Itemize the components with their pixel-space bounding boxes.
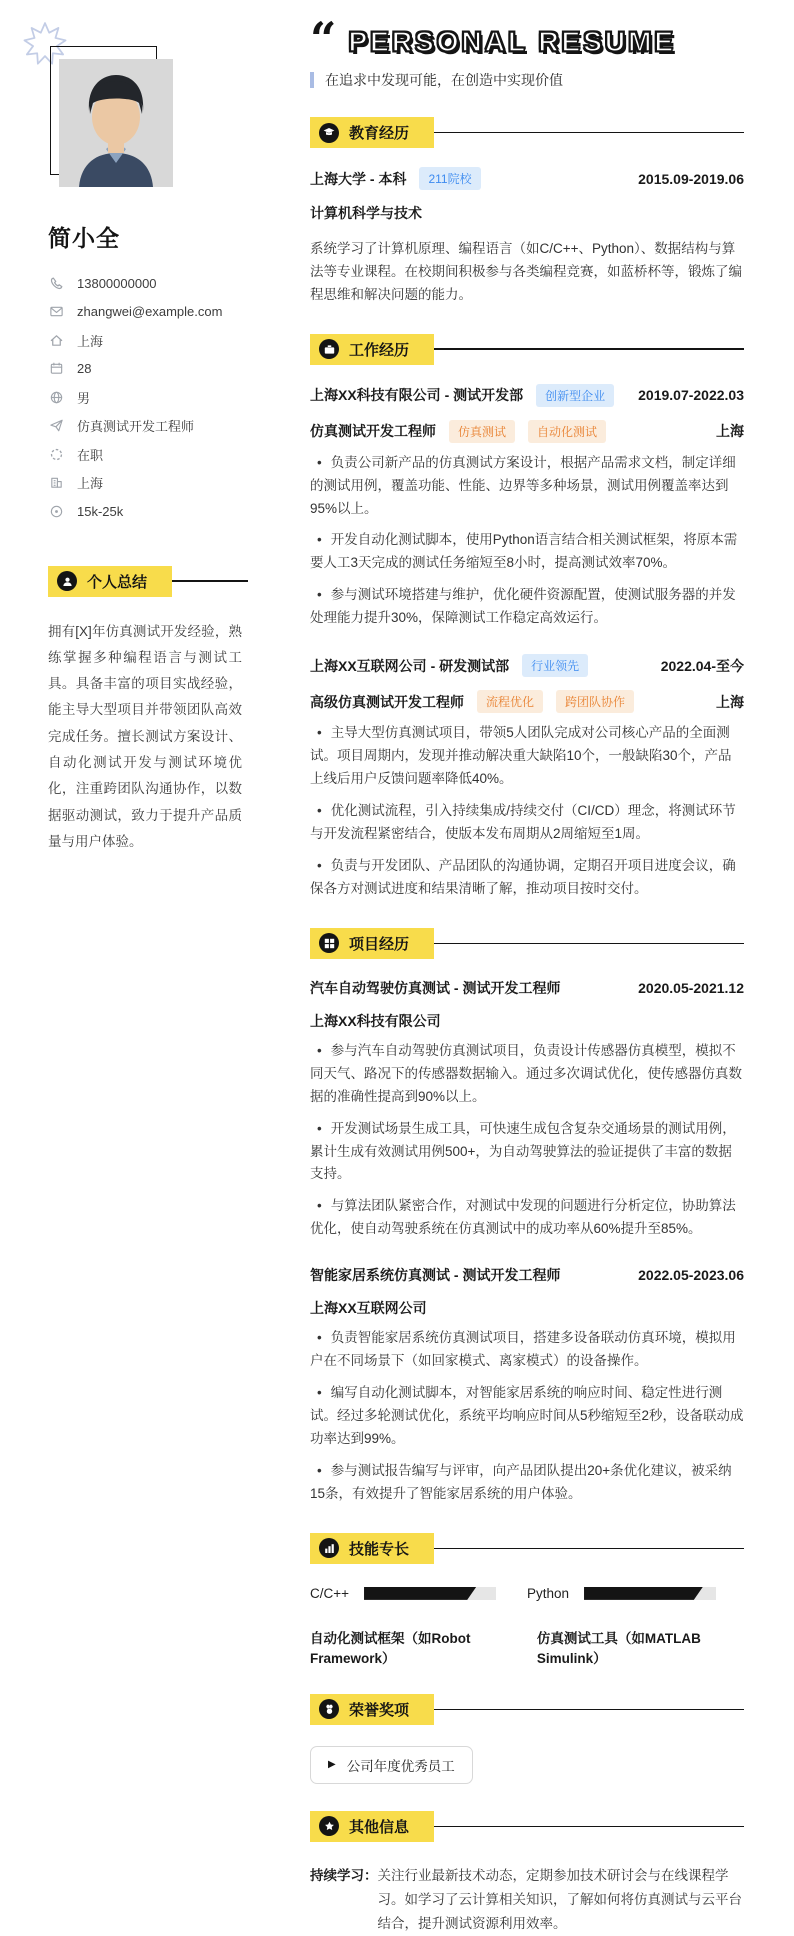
skill-item	[310, 1586, 527, 1601]
school-name: 上海大学 - 本科	[310, 170, 407, 187]
skill-label: Python	[527, 1585, 570, 1601]
candidate-name: 简小全	[48, 225, 120, 251]
phone-icon	[48, 275, 64, 291]
project-name: 汽车自动驾驶仿真测试 - 测试开发工程师	[310, 979, 561, 996]
section-title: 其他信息	[349, 1818, 410, 1836]
work-location: 上海	[716, 693, 744, 710]
major: 计算机科学与技术	[310, 205, 422, 221]
contact-salary	[48, 497, 248, 526]
section-title: 教育经历	[349, 125, 410, 142]
work-bullets	[310, 452, 744, 631]
graduation-cap-icon	[319, 123, 339, 143]
bullet-item: • 参与汽车自动驾驶仿真测试项目，负责设计传感器仿真模型，模拟不同天气、路况下的传感器数据输入。通过多次调试优化，使传感器仿真数据的准确性提高到90%以上。	[310, 1042, 742, 1104]
section-rule	[434, 1709, 744, 1711]
skill-bar-track	[584, 1587, 716, 1600]
skill-tag: 自动化测试	[528, 420, 606, 443]
contact-city	[48, 469, 248, 498]
page-title-block	[310, 12, 744, 66]
salary-icon	[48, 503, 64, 519]
other-info	[310, 1864, 744, 1936]
project-company: 上海XX互联网公司	[310, 1300, 427, 1317]
honor-label: 公司年度优秀员工	[346, 1758, 455, 1774]
email-icon	[48, 304, 64, 320]
skill-tag: 跨团队协作	[556, 690, 634, 713]
bullet-item: • 开发自动化测试脚本，使用Python语言结合相关测试框架，将原本需要人工3天完成的测试任务缩短至8小时，提高测试效率70%。	[310, 532, 738, 571]
skill-bar-fill	[584, 1587, 703, 1600]
grid-icon	[319, 933, 339, 953]
bullet-item: • 优化测试流程，引入持续集成/持续交付（CI/CD）理念，将测试环节与开发流程紧密结合，使版本发布周期从2周缩短至1周。	[310, 803, 736, 841]
work-entry	[310, 654, 744, 901]
home-icon	[48, 332, 64, 348]
skill-tag: 仿真测试	[449, 420, 515, 443]
skill-item	[527, 1586, 744, 1601]
star-badge-icon	[319, 1816, 339, 1836]
page-title: PERSONAL RESUME	[348, 26, 677, 57]
age-icon	[48, 361, 64, 377]
skill-extra-row	[310, 1627, 744, 1667]
skill-bar-track	[364, 1587, 496, 1600]
section-rule	[434, 1826, 744, 1828]
work-location: 上海	[716, 423, 744, 440]
bullet-item: • 参与测试环境搭建与维护，优化硬件资源配置，使测试服务器的并发处理能力提升30%，保障测试工作稳定高效运行。	[310, 587, 736, 626]
projects-section	[310, 928, 744, 1506]
project-entry	[310, 1265, 744, 1506]
skill-bars	[310, 1586, 744, 1601]
contact-list	[48, 269, 248, 526]
honors-section-header	[310, 1694, 434, 1725]
medal-icon	[319, 1699, 339, 1719]
profile-photo	[59, 59, 173, 187]
other-label: 持续学习：	[310, 1867, 378, 1883]
skills-section-header	[310, 1533, 434, 1564]
contact-value: 上海	[77, 333, 104, 349]
project-bullets	[310, 1040, 744, 1242]
contact-phone	[48, 269, 248, 298]
company-name: 上海XX科技有限公司 - 测试开发部	[310, 387, 524, 404]
contact-value: 上海	[77, 476, 104, 492]
education-entry	[310, 167, 744, 307]
section-title: 技能专长	[349, 1540, 410, 1558]
skill-extra-item: 自动化测试框架（如Robot Framework）	[310, 1630, 471, 1666]
motto-accent-bar	[310, 72, 314, 88]
company-name: 上海XX互联网公司 - 研发测试部	[310, 657, 510, 674]
company-badge: 创新型企业	[536, 384, 614, 407]
bullet-item: • 参与测试报告编写与评审，向产品团队提出20+条优化建议，被采纳15条，有效提升了智能家居系统的用户体验。	[310, 1462, 732, 1501]
section-rule	[434, 1548, 744, 1550]
summary-section-header	[48, 566, 172, 597]
contact-value: 男	[77, 390, 91, 406]
job-title: 高级仿真测试开发工程师	[310, 693, 464, 710]
project-date: 2020.05-2021.12	[638, 979, 744, 996]
project-company: 上海XX科技有限公司	[310, 1012, 441, 1029]
summary-section	[48, 566, 248, 856]
other-section	[310, 1811, 744, 1936]
contact-age	[48, 355, 248, 384]
section-rule	[434, 348, 744, 350]
section-title: 工作经历	[349, 341, 410, 359]
avatar	[59, 59, 173, 187]
summary-text: 拥有[X]年仿真测试开发经验，熟练掌握多种编程语言与测试工具。具备丰富的项目实战经验，能主导大型项目并带领团队高效完成任务。擅长测试方案设计、自动化测试开发与测试环境优化，注重跨团队沟通协作，以数据驱动测试，致力于提升产品质量与用户体验。	[48, 623, 242, 849]
contact-value: 在职	[77, 447, 104, 463]
bar-chart-icon	[319, 1538, 339, 1558]
section-title: 荣誉奖项	[349, 1701, 410, 1719]
work-date: 2019.07-2022.03	[638, 387, 744, 404]
target-job-icon	[48, 418, 64, 434]
briefcase-icon	[319, 339, 339, 359]
project-name: 智能家居系统仿真测试 - 测试开发工程师	[310, 1267, 561, 1284]
project-bullets	[310, 1327, 744, 1506]
contact-value: 仿真测试开发工程师	[77, 419, 195, 435]
skill-bar-fill	[364, 1587, 476, 1600]
motto	[310, 70, 744, 90]
play-icon: ▶	[328, 1759, 336, 1771]
skill-label: C/C++	[310, 1585, 350, 1601]
job-status-icon	[48, 446, 64, 462]
project-entry	[310, 978, 744, 1242]
skill-extra-item: 仿真测试工具（如MATLAB Simulink）	[536, 1630, 701, 1666]
quote-mark-icon: “	[310, 12, 337, 66]
education-date: 2015.09-2019.06	[638, 170, 744, 187]
contact-target-job	[48, 412, 248, 441]
work-section	[310, 334, 744, 901]
job-title: 仿真测试开发工程师	[310, 423, 436, 440]
education-desc: 系统学习了计算机原理、编程语言（如C/C++、Python）、数据结构与算法等专业课程。在校期间积极参与各类编程竞赛，如蓝桥杯等，锻炼了编程思维和解决问题的能力。	[310, 241, 742, 303]
bullet-item: • 负责智能家居系统仿真测试项目，搭建多设备联动仿真环境，模拟用户在不同场景下（如回家模式、离家模式）的设备操作。	[310, 1330, 736, 1369]
section-title: 个人总结	[87, 573, 148, 591]
contact-value: 28	[77, 361, 92, 377]
contact-value: 15k-25k	[77, 503, 124, 519]
work-entry	[310, 384, 744, 631]
sidebar	[0, 0, 300, 855]
contact-email	[48, 298, 248, 327]
other-text: 关注行业最新技术动态，定期参加技术研讨会与在线课程学习。如学习了云计算相关知识，了解如何将仿真测试与云平台结合，提升测试资源利用效率。	[377, 1867, 742, 1931]
education-section	[310, 117, 744, 307]
main-column	[310, 0, 744, 1936]
photo-block	[50, 46, 174, 190]
contact-value: 13800000000	[77, 275, 157, 291]
section-rule	[434, 132, 744, 134]
honor-item	[310, 1746, 473, 1784]
gender-icon	[48, 389, 64, 405]
projects-section-header	[310, 928, 434, 959]
bullet-item: • 负责公司新产品的仿真测试方案设计，根据产品需求文档，制定详细的测试用例，覆盖功能、性能、边界等多种场景，测试用例覆盖率达到95%以上。	[310, 454, 736, 516]
school-badge: 211院校	[419, 167, 480, 190]
contact-home	[48, 326, 248, 355]
work-date: 2022.04-至今	[660, 657, 744, 674]
bullet-item: • 主导大型仿真测试项目，带领5人团队完成对公司核心产品的全面测试。项目周期内，发现并推动解决重大缺陷10个，一般缺陷30个，产品上线后用户反馈问题率降低40%。	[310, 725, 732, 787]
work-bullets	[310, 722, 744, 901]
motto-text: 在追求中发现可能，在创造中实现价值	[325, 72, 563, 88]
section-rule	[434, 943, 744, 945]
education-section-header	[310, 117, 434, 148]
work-section-header	[310, 334, 434, 365]
company-badge: 行业领先	[522, 654, 588, 677]
bullet-item: • 与算法团队紧密合作，对测试中发现的问题进行分析定位，协助算法优化，使自动驾驶系统在仿真测试中的成功率从60%提升至85%。	[310, 1198, 736, 1237]
contact-gender	[48, 383, 248, 412]
skill-tag: 流程优化	[477, 690, 543, 713]
section-title: 项目经历	[349, 935, 410, 953]
person-icon	[57, 571, 77, 591]
other-section-header	[310, 1811, 434, 1842]
bullet-item: • 开发测试场景生成工具，可快速生成包含复杂交通场景的测试用例，累计生成有效测试用例500+，为自动驾驶算法的验证提供了丰富的数据支持。	[310, 1120, 736, 1182]
honors-section	[310, 1694, 744, 1784]
contact-value: zhangwei@example.com	[77, 304, 223, 320]
bullet-item: • 编写自动化测试脚本，对智能家居系统的响应时间、稳定性进行测试。经过多轮测试优化，系统平均响应时间从5秒缩短至2秒，设备联动成功率达到99%。	[310, 1385, 744, 1447]
section-rule	[172, 580, 248, 582]
bullet-item: • 负责与开发团队、产品团队的沟通协调，定期召开项目进度会议，确保各方对测试进度和结果清晰了解，推动项目按时交付。	[310, 857, 736, 896]
city-icon	[48, 475, 64, 491]
skills-section	[310, 1533, 744, 1667]
project-date: 2022.05-2023.06	[638, 1267, 744, 1284]
contact-job-status	[48, 440, 248, 469]
